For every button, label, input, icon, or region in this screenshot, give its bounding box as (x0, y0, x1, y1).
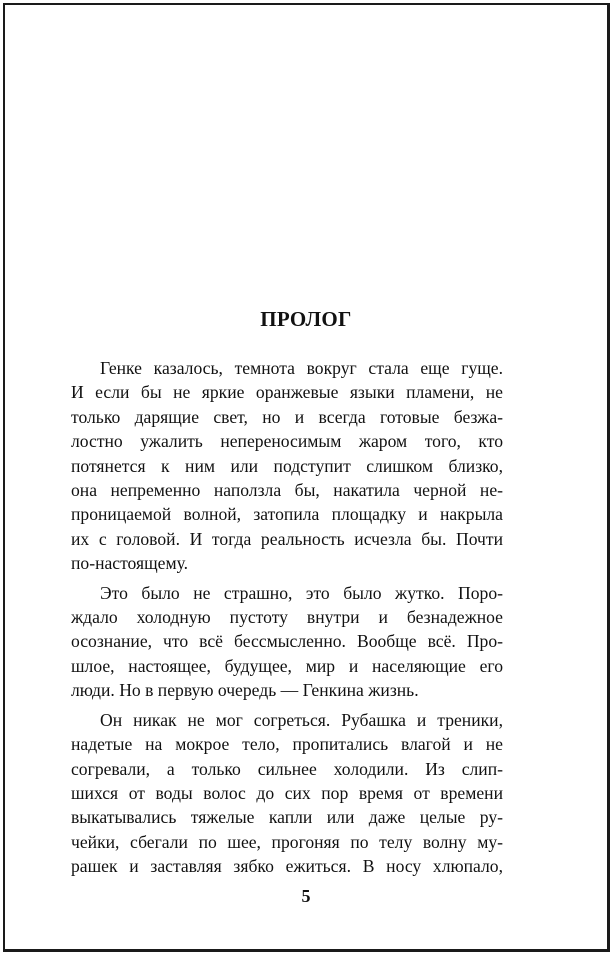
text-line: их с головой. И тогда реальность исчезла бы. Почти (71, 528, 503, 549)
text-line: по-настоящему. (71, 553, 189, 574)
body-text (71, 356, 503, 879)
paragraph-1 (71, 356, 503, 576)
text-line: лостно ужалить непереносимым жаром того, кто (71, 431, 503, 452)
text-line: люди. Но в первую очередь — Генкина жизнь. (71, 680, 419, 701)
text-line: надетые на мокрое тело, пропитались влагой и не (71, 734, 503, 755)
text-line: ждало холодную пустоту внутри и безнадежное (71, 607, 503, 628)
text-line: Он никак не мог согреться. Рубашка и треники, (100, 709, 503, 730)
text-line: выкатывались тяжелые капли или даже целые ру- (71, 807, 503, 828)
text-line: потянется к ним или подступит слишком близко, (71, 455, 503, 476)
text-line: она непременно наползла бы, накатила черной не- (71, 480, 503, 501)
text-line: согревали, а только сильнее холодили. Из слип- (71, 758, 503, 779)
paragraph-3 (71, 708, 503, 879)
paragraph-2 (71, 581, 503, 703)
text-line: Это было не страшно, это было жутко. Поро- (100, 582, 503, 603)
text-line: чейки, сбегали по шее, прогоняя по телу волну му- (71, 831, 503, 852)
text-line: Генке казалось, темнота вокруг стала еще гуще. (100, 358, 503, 378)
chapter-title: ПРОЛОГ (260, 307, 352, 331)
page-number: 5 (301, 886, 311, 906)
text-line: шихся от воды волос до сих пор время от времени (71, 782, 503, 803)
text-line: только дарящие свет, но и всегда готовые безжа- (71, 406, 503, 427)
text-line: И если бы не яркие оранжевые языки пламени, не (71, 382, 503, 403)
text-line: шлое, настоящее, будущее, мир и населяющие его (71, 655, 503, 676)
text-line: рашек и заставляя зябко ежиться. В носу хлюпало, (71, 856, 503, 877)
text-line: проницаемой волной, затопила площадку и накрыла (71, 504, 503, 525)
text-line: осознание, что всё бессмысленно. Вообще всё. Про- (71, 631, 503, 652)
